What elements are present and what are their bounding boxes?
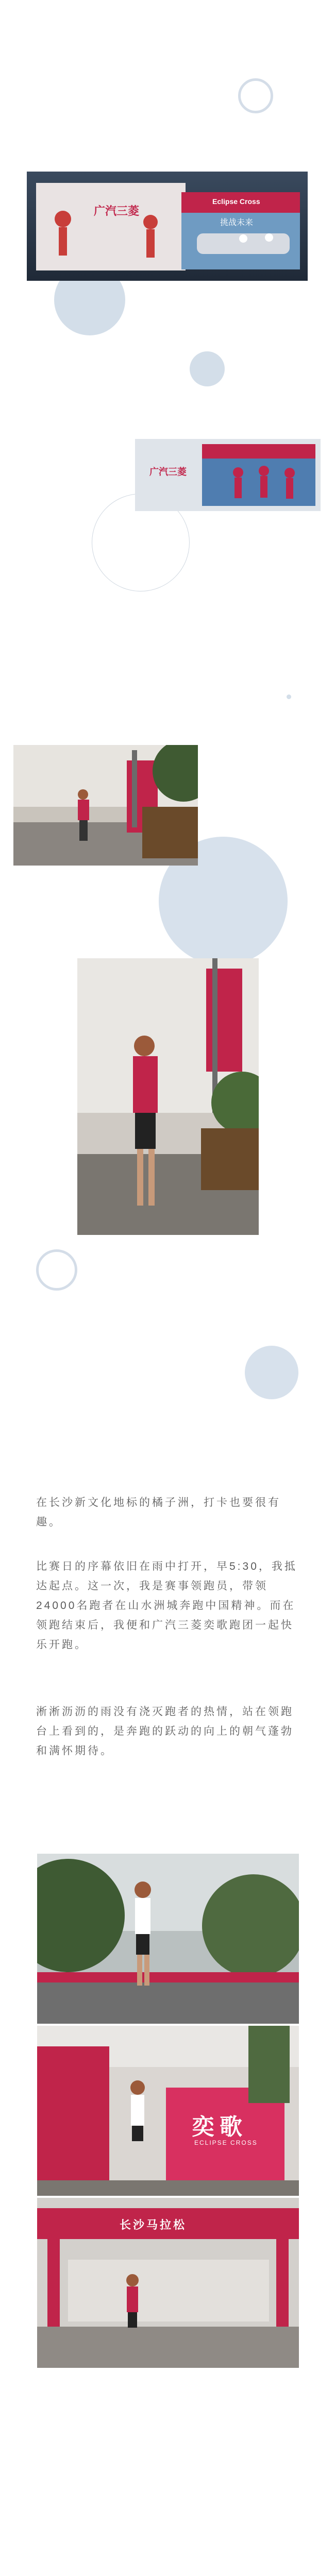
photo-finish-line [37, 2198, 299, 2368]
decor-dot-2 [190, 351, 225, 386]
paragraph-race-morning: 比赛日的序幕依旧在雨中打开，早5:30，我抵达起点。这一次，我是赛事领跑员，带领24000名跑者在山水洲城奔跑中国精神。而在领跑结束后，我便和广汽三菱奕歌跑团一起快乐开跑。 [36, 1561, 297, 1651]
paragraph-rain-spirit: 淅淅沥沥的雨没有浇灭跑者的热情，站在领跑台上看到的，是奔跑的跃动的向上的朝气蓬勃和满怀期待。 [36, 1706, 294, 1757]
banner-photo-event-stage [27, 172, 308, 281]
arch-banner-text: 奕歌 [192, 2114, 247, 2140]
photo-runner-rain [37, 1854, 299, 2024]
decor-ring-top [238, 78, 273, 113]
banner-photo-runners [135, 439, 321, 511]
banner-badge: Eclipse Cross [212, 197, 260, 206]
photo-runner-portrait [77, 958, 259, 1235]
banner-tagline: 挑战未来 [220, 218, 254, 227]
banner2-brand: 广汽三菱 [149, 467, 187, 477]
decor-ring-mid [36, 1249, 77, 1291]
decor-dot-4 [245, 1346, 298, 1399]
banner-brand: 广汽三菱 [94, 205, 140, 217]
finish-arch-text: 长沙马拉松 [120, 2218, 187, 2231]
photo-runner-street [13, 745, 198, 866]
paragraph-intro: 在长沙新文化地标的橘子洲，打卡也要很有趣。 [36, 1497, 281, 1528]
decor-dot-small [287, 694, 291, 699]
photo-finish-arch [37, 2026, 299, 2196]
arch-banner-sub: ECLIPSE CROSS [194, 2139, 258, 2146]
